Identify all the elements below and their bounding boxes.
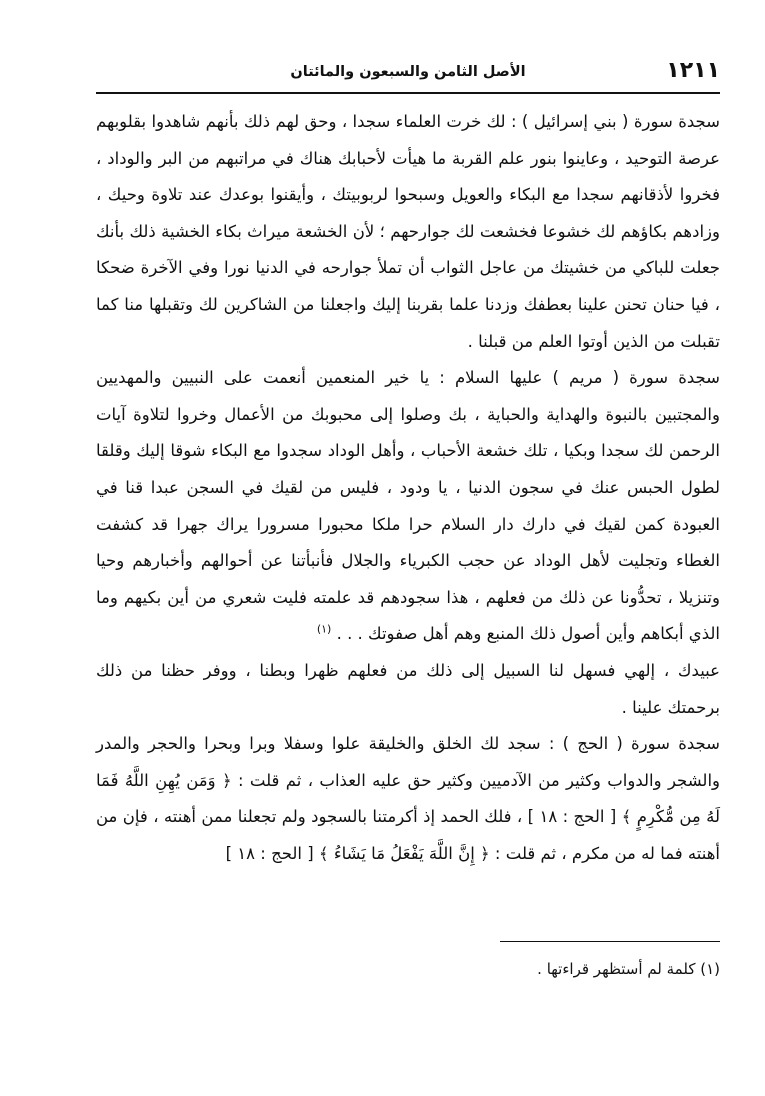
paragraph-maryam-continued: عبيدك ، إلهي فسهل لنا السبيل إلى ذلك من فعلهم ظهرا وبطنا ، ووفر حظنا من ذلك برحمتك علينا . xyxy=(96,660,720,717)
paragraph-maryam xyxy=(96,360,720,653)
paragraph-maryam-text: سجدة سورة ( مريم ) عليها السلام : يا خير المنعمين أنعمت على النبيين والمهديين والمجتبين بالنبوة والهداية والحباية ، بك وصلوا إلى محبوبك من الأعمال وخروا لتلاوة آيات الرحمن لك سجدا وبكيا ، تلك خشعة الأحباب ، وأهل الوداد سجدوا مع البكاء شوقا إليك وقلقا لطول الحبس عنك في سجون الدنيا ، يا ودود ، فليس من لقيك في السجن عبدا قنا في العبودة كمن لقيك في دارك دار السلام حرا ملكا محبورا مسرورا يراك جهرا قد كشفت الغطاء وتجليت لأهل الوداد عن حجب الكبرياء والجلال فأنبأتنا عن أحوالهم وأخبارهم وحيا وتنزيلا ، تحدُّونا عن ذلك من فعلهم ، هذا سجودهم قد علمته فليت شعري من أين بكيهم وما الذي أبكاهم وأين أصول ذلك المنبع وهم أهل صفوتك . . . xyxy=(96,368,720,644)
page-number: ١٢١١ xyxy=(666,58,720,83)
paragraph-hajj: سجدة سورة ( الحج ) : سجد لك الخلق والخليقة علوا وسفلا وبرا وبحرا والحجر والمدر والشجر والدواب وكثير من الآدميين وكثير حق عليه العذاب ، ثم قلت : ﴿ وَمَن يُهِنِ اللَّهُ فَمَا لَهُ مِن مُّكْرِمٍ ﴾ [ الحج : ١٨ ] ، فلك الحمد إذ أكرمتنا بالسجود ولم تجعلنا ممن أهنته ، فإن من أهنته فما له من مكرم ، ثم قلت : ﴿ إِنَّ اللَّهَ يَفْعَلُ مَا يَشَاءُ ﴾ [ الحج : ١٨ ] xyxy=(96,734,721,863)
header-rule xyxy=(96,92,720,94)
footnote-marker: (١) xyxy=(316,622,332,636)
running-head: الأصل الثامن والسبعون والمائتان xyxy=(290,64,526,80)
page-header xyxy=(96,56,720,88)
body-text xyxy=(96,104,720,872)
footnote-rule xyxy=(500,941,720,942)
paragraph-bani-israil: سجدة سورة ( بني إسرائيل ) : لك خرت العلماء سجدا ، وحق لهم ذلك بأنهم شاهدوا بقلوبهم عرصة التوحيد ، وعاينوا بنور علم القربة ما هيأت لأحبابك هناك في مراتبهم من البر والوداد ، فخروا لأذقانهم سجدا مع البكاء والعويل وسبحوا لربوبيتك ، وأيقنوا بوعدك عند تلاوة وحيك ، وزادهم بكاؤهم لك خشوعا فخشعت لك جوارحهم ؛ لأن الخشعة ميراث بكاء الخشية ذلك بأنك جعلت للباكي من خشيتك من عاجل الثواب أن تملأ جوارحه في الدنيا نورا وفي الآخرة ضحكا ، فيا حنان تحنن علينا بعطفك وزدنا علما بقربنا إليك واجعلنا من الشاكرين لك وتقبلها منا كما تقبلت من الذين أوتوا العلم من قبلنا . xyxy=(96,112,720,351)
footnote: (١) كلمة لم أستظهر قراءتها . xyxy=(537,960,720,978)
